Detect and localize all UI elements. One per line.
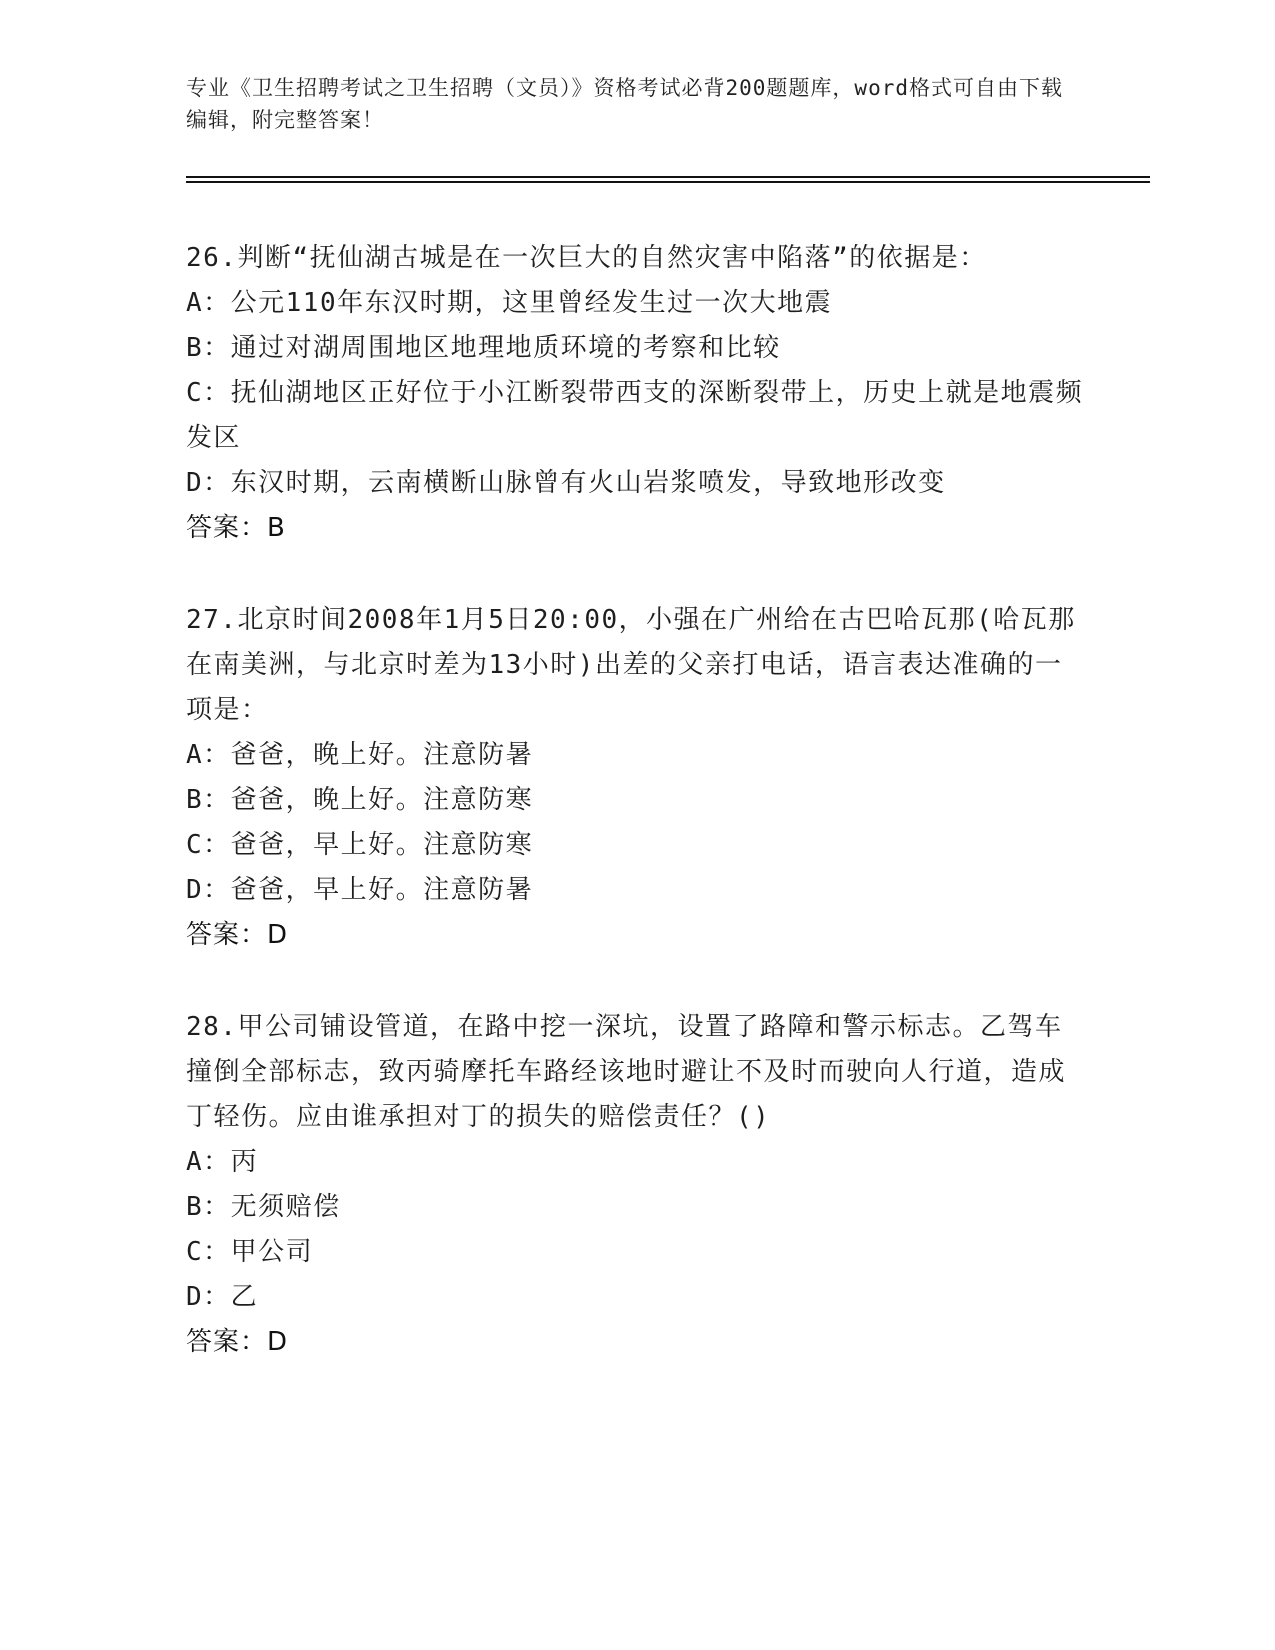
option-d: D：东汉时期，云南横断山脉曾有火山岩浆喷发，导致地形改变 bbox=[186, 468, 946, 498]
option-b: B：爸爸，晚上好。注意防寒 bbox=[186, 785, 534, 815]
document-header: 专业《卫生招聘考试之卫生招聘（文员）》资格考试必背200题题库，word格式可自由下载编辑，附完整答案！ bbox=[186, 76, 1063, 132]
option-a: A：爸爸，晚上好。注意防暑 bbox=[186, 740, 534, 770]
option-c: C：抚仙湖地区正好位于小江断裂带西支的深断裂带上，历史上就是地震频发区 bbox=[186, 378, 1084, 453]
question-stem: 28.甲公司铺设管道，在路中挖一深坑，设置了路障和警示标志。乙驾车撞倒全部标志，致丙骑摩托车路经该地时避让不及时而驶向人行道，造成丁轻伤。应由谁承担对丁的损失的赔偿责任？() bbox=[186, 1012, 1067, 1132]
question-27 bbox=[186, 598, 1086, 958]
option-a: A：公元110年东汉时期，这里曾经发生过一次大地震 bbox=[186, 288, 833, 318]
question-stem: 26.判断“抚仙湖古城是在一次巨大的自然灾害中陷落”的依据是： bbox=[186, 243, 987, 273]
option-b: B：无须赔偿 bbox=[186, 1192, 341, 1222]
option-b: B：通过对湖周围地区地理地质环境的考察和比较 bbox=[186, 333, 781, 363]
question-28 bbox=[186, 1005, 1086, 1365]
option-d: D：乙 bbox=[186, 1282, 259, 1312]
question-stem: 27.北京时间2008年1月5日20:00，小强在广州给在古巴哈瓦那(哈瓦那在南美洲，与北京时差为13小时)出差的父亲打电话，语言表达准确的一项是： bbox=[186, 605, 1076, 725]
question-26 bbox=[186, 236, 1086, 551]
question-list bbox=[186, 236, 1086, 1412]
answer-line: 答案：D bbox=[186, 920, 289, 950]
header-divider-bottom bbox=[186, 181, 1150, 183]
option-d: D：爸爸，早上好。注意防暑 bbox=[186, 875, 534, 905]
option-c: C：爸爸，早上好。注意防寒 bbox=[186, 830, 534, 860]
option-a: A：丙 bbox=[186, 1147, 259, 1177]
option-c: C：甲公司 bbox=[186, 1237, 314, 1267]
answer-line: 答案：D bbox=[186, 1327, 289, 1357]
answer-line: 答案：B bbox=[186, 513, 286, 543]
header-divider-top bbox=[186, 176, 1150, 178]
